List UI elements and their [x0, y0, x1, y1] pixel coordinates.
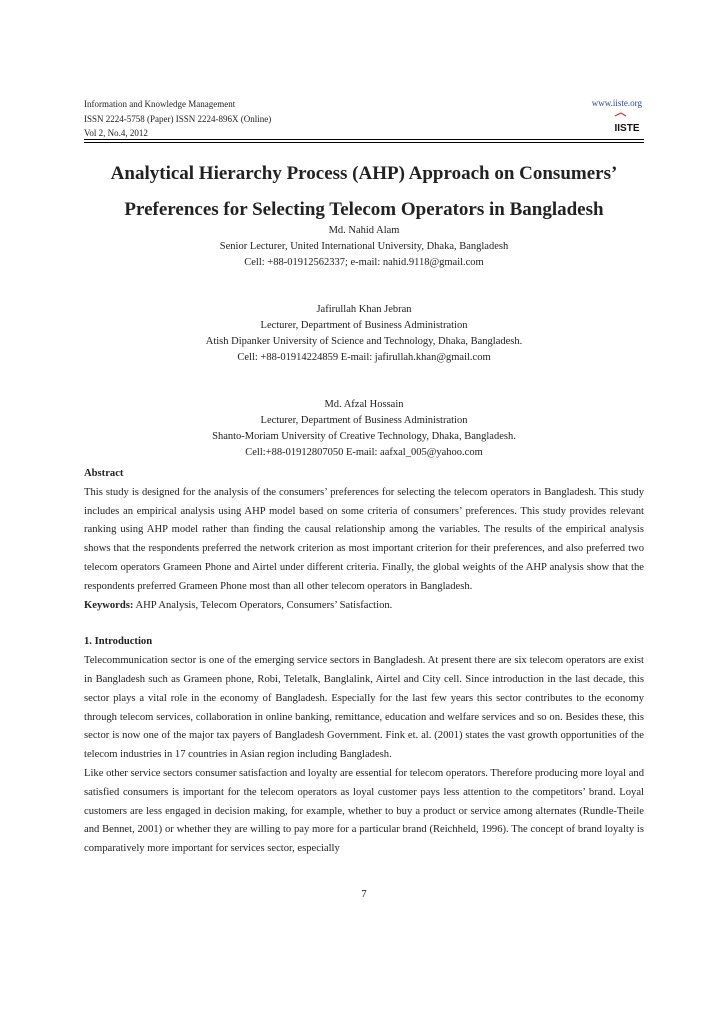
author-department: Lecturer, Department of Business Administration — [260, 415, 468, 426]
author-affiliation: Shanto-Moriam University of Creative Technology, Dhaka, Bangladesh. — [212, 431, 516, 442]
author-contact: Cell: +88-01912562337; e-mail: nahid.9118@gmail.com — [244, 257, 484, 268]
author-contact: Cell:+88-01912807050 E-mail: aafxal_005@yahoo.com — [245, 447, 483, 458]
volume-issue: Vol 2, No.4, 2012 — [84, 128, 148, 138]
header-rule — [84, 139, 644, 140]
spacer — [84, 615, 644, 633]
journal-url[interactable]: www.iiste.org — [591, 98, 642, 108]
author-block-2 — [84, 302, 644, 366]
keywords-label: Keywords: — [84, 599, 134, 611]
author-affiliation: Atish Dipanker University of Science and Technology, Dhaka, Bangladesh. — [205, 336, 523, 347]
introduction-heading: 1. Introduction — [84, 636, 153, 648]
paper-body — [84, 465, 644, 859]
keywords — [84, 597, 644, 616]
author-affiliation: Senior Lecturer, United International University, Dhaka, Bangladesh — [219, 241, 509, 252]
header-rule-thin — [84, 142, 644, 143]
abstract-text: This study is designed for the analysis of the consumers’ preferences for selecting the telecom operators in Bangladesh. This study includes an empirical analysis using AHP model based on some criteria of consumers’ preferences. This study provides relevant ranking using AHP model rather than finding the causal relationship among the variables. The results of the empirical analysis shows that the respondents preferred the network criterion as most important criterion for their preferences, and also preferred two telecom operators Grameen Phone and Airtel under different criteria. Finally, the global weights of the AHP analysis show that the respondents preferred Grameen Phone most than all other telecom operators in Bangladesh. — [84, 486, 644, 592]
author-department: Lecturer, Department of Business Administration — [260, 320, 468, 331]
paper-title-line-2: Preferences for Selecting Telecom Operators in Bangladesh — [124, 199, 604, 220]
author-name: Md. Afzal Hossain — [324, 399, 404, 410]
author-name: Jafirullah Khan Jebran — [316, 304, 412, 315]
logo-text: IISTE — [614, 123, 640, 134]
paper-title-line-1: Analytical Hierarchy Process (AHP) Approach on Consumers’ — [110, 163, 618, 184]
author-name: Md. Nahid Alam — [328, 225, 400, 236]
keywords-list: AHP Analysis, Telecom Operators, Consumers’ Satisfaction. — [133, 599, 393, 611]
page-number: 7 — [361, 889, 367, 900]
author-block-3 — [84, 397, 644, 461]
journal-name: Information and Knowledge Management — [84, 99, 236, 109]
iiste-logo — [612, 112, 642, 134]
author-contact: Cell: +88-01914224859 E-mail: jafirullah.khan@gmail.com — [237, 352, 491, 363]
introduction-paragraph-1: Telecommunication sector is one of the emerging service sectors in Bangladesh. At present there are six telecom operators are exist in Bangladesh such as Grameen phone, Robi, Teletalk, Banglalink, Airtel and City cell. Since introduction in the last decade, this sector plays a vital role in the economy of Bangladesh. Especially for the last few years this sector contributes to the economy through telecom services, collaboration in online banking, remittance, education and welfare services and so on. Besides these, this sector is now one of the major tax payers of Bangladesh Government. Fink et. al. (2001) states the vast growth opportunities of the telecom industries in 17 countries in Asian region including Bangladesh. — [84, 655, 644, 761]
introduction-paragraph-2: Like other service sectors consumer satisfaction and loyalty are essential for telecom operators. Therefore producing more loyal and satisfied consumers is important for the telecom operators as loyal customer pays less attention to the competitors’ brand. Loyal customers are less engaged in decision making, for example, whether to buy a product or service among alternates (Rundle-Theile and Bennet, 2001) or whether they are willing to pay more for a particular brand (Reichheld, 1996). The concept of brand loyalty is comparatively more important for services sector, especially — [84, 767, 644, 855]
author-block-1 — [84, 223, 644, 271]
issn: ISSN 2224-5758 (Paper) ISSN 2224-896X (Online) — [84, 114, 272, 124]
abstract-heading: Abstract — [84, 468, 124, 479]
